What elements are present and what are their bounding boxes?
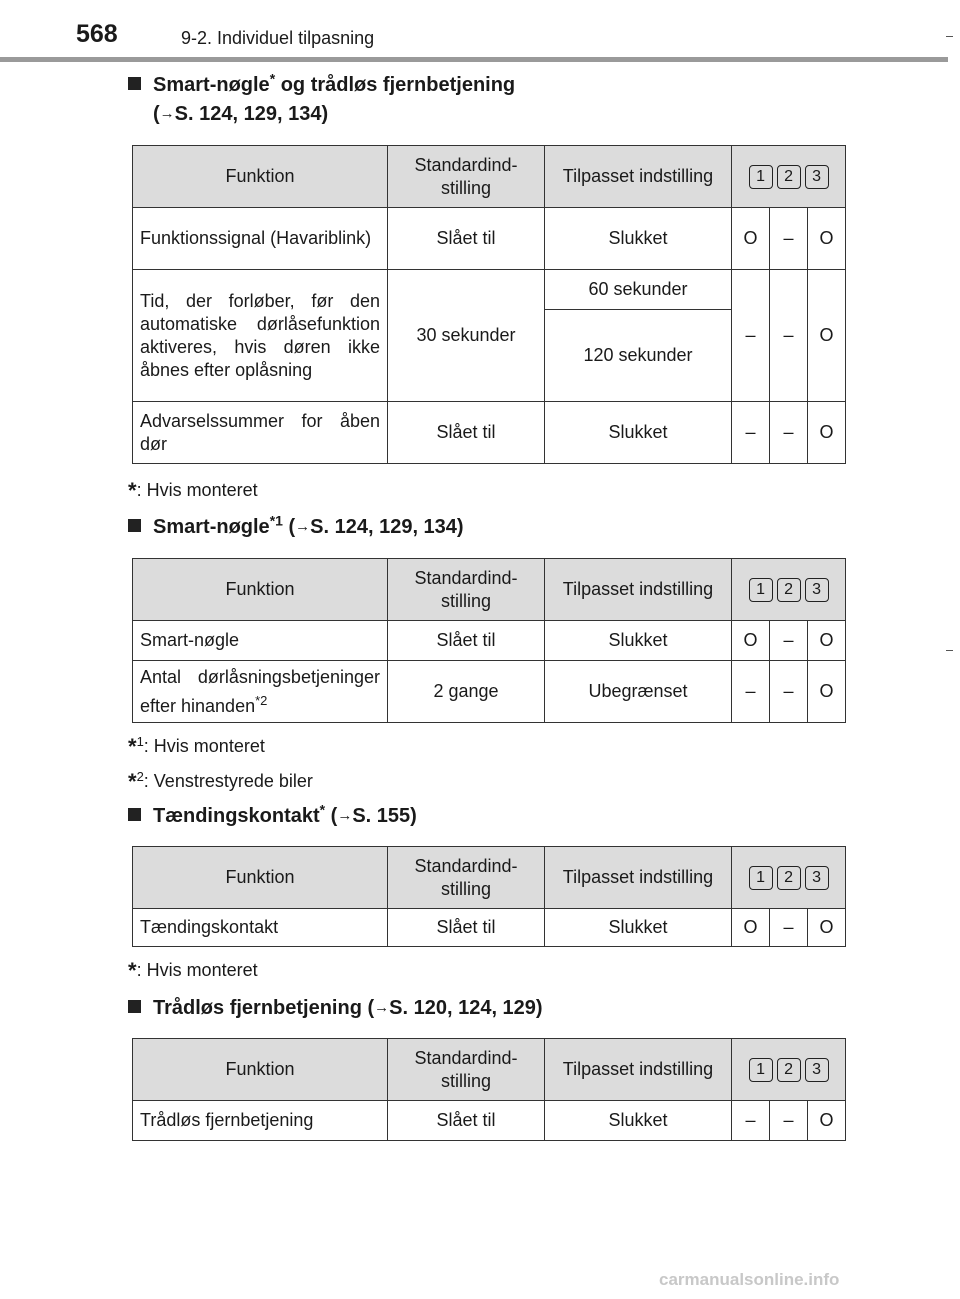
- watermark: carmanualsonline.info: [659, 1270, 840, 1289]
- method-2-icon: 2: [777, 866, 801, 890]
- method-3-icon: 3: [805, 578, 829, 602]
- method-3-icon: 3: [805, 866, 829, 890]
- footnote: *$^1$: Hvis monteret: [128, 734, 265, 759]
- table-row: 120 sekunder: [133, 310, 846, 402]
- table-row: Funktionssignal (Havariblink) Slået til Slukket O – O: [133, 208, 846, 270]
- square-bullet-icon: [128, 77, 141, 90]
- section-title-smart-key-remote: Smart-nøgle* og trådløs fjernbetjening (→S. 124, 129, 134): [128, 71, 515, 130]
- table-wireless-remote: [132, 1038, 846, 1141]
- col-methods: [732, 146, 846, 208]
- section-title-smart-key: Smart-nøgle$^{*1}$ (→S. 124, 129, 134): [128, 513, 464, 543]
- arrow-icon: →: [337, 807, 353, 824]
- table-row: Tændingskontakt Slået til Slukket O – O: [133, 909, 846, 947]
- table-header-row: Funktion Standardind-stilling Tilpasset indstilling 1 2 3: [133, 847, 846, 909]
- method-2-icon: 2: [777, 578, 801, 602]
- header-rule: [0, 57, 948, 62]
- col-custom: Tilpasset indstilling: [545, 146, 732, 208]
- arrow-icon: →: [159, 105, 175, 122]
- method-1-icon: 1: [749, 866, 773, 890]
- table-smart-key-remote: [132, 145, 846, 464]
- method-1-icon: 1: [749, 1058, 773, 1082]
- method-2-icon: 2: [777, 1058, 801, 1082]
- method-1-icon: 1: [749, 165, 773, 189]
- crop-mark: [946, 36, 953, 37]
- col-function: Funktion: [133, 146, 388, 208]
- method-3-icon: 3: [805, 1058, 829, 1082]
- page-reference-link[interactable]: S. 124, 129, 134): [310, 516, 464, 538]
- square-bullet-icon: [128, 808, 141, 821]
- method-1-icon: 1: [749, 578, 773, 602]
- section-title-ignition: Tændingskontakt* (→S. 155): [128, 802, 417, 832]
- col-default: Standardind-stilling: [388, 146, 545, 208]
- footnote: *$^2$: Venstrestyrede biler: [128, 769, 313, 794]
- footnote: *: Hvis monteret: [128, 958, 258, 983]
- section-title-wireless-remote: Trådløs fjernbetjening (→S. 120, 124, 129): [128, 994, 543, 1024]
- table-row: Smart-nøgle Slået til Slukket O – O: [133, 621, 846, 661]
- square-bullet-icon: [128, 519, 141, 532]
- table-smart-key: [132, 558, 846, 723]
- table-header-row: [133, 146, 846, 208]
- table-row: Advarselssummer for åben dør Slået til Slukket – – O: [133, 402, 846, 464]
- table-row: Trådløs fjernbetjening Slået til Slukket – – O: [133, 1101, 846, 1141]
- method-2-icon: 2: [777, 165, 801, 189]
- chapter-title: 9-2. Individuel tilpasning: [181, 28, 375, 48]
- page-number: 568: [76, 20, 118, 48]
- method-3-icon: 3: [805, 165, 829, 189]
- table-row: Antal dørlåsningsbetjeninger efter hinanden$^{*2}$ 2 gange Ubegrænset – – O: [133, 661, 846, 723]
- page-header: [0, 0, 960, 64]
- table-ignition: [132, 846, 846, 947]
- table-header-row: Funktion Standardind-stilling Tilpasset indstilling 1 2 3: [133, 1039, 846, 1101]
- page-reference-link[interactable]: S. 155): [352, 805, 417, 827]
- square-bullet-icon: [128, 1000, 141, 1013]
- arrow-icon: →: [374, 999, 390, 1016]
- page-reference-link[interactable]: S. 120, 124, 129): [389, 997, 543, 1019]
- table-header-row: Funktion Standardind-stilling Tilpasset indstilling 1 2 3: [133, 559, 846, 621]
- crop-mark: [946, 650, 953, 651]
- footnote: *: Hvis monteret: [128, 478, 258, 503]
- page-reference-link[interactable]: S. 124, 129, 134): [174, 103, 329, 125]
- arrow-icon: →: [295, 518, 311, 535]
- table-row: Tid, der forløber, før den automatiske dørlåsefunktion aktiveres, hvis døren ikke åbnes efter oplåsning 30 sekunder 60 sekunder – – O: [133, 270, 846, 310]
